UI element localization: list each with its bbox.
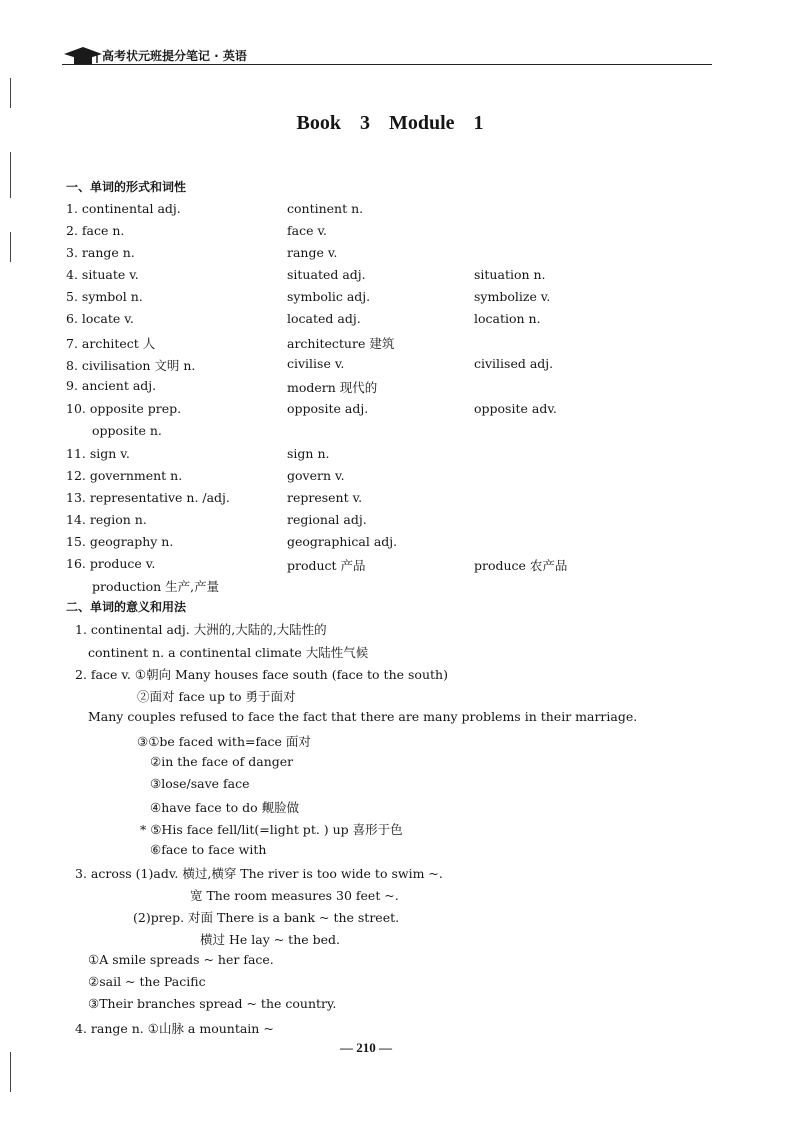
vocab-cell: situated adj. xyxy=(287,267,366,282)
vocab-cell: civilised adj. xyxy=(474,356,554,371)
header-rule xyxy=(62,64,712,65)
vocab-cell: 9. ancient adj. xyxy=(66,378,157,393)
usage-line: 3. across (1)adv. 横过,横穿 The river is too wide to swim ~. xyxy=(75,866,443,881)
vocab-cell: 4. situate v. xyxy=(66,267,139,282)
vocab-cell: 8. civilisation 文明 n. xyxy=(66,358,196,373)
usage-line: (2)prep. 对面 There is a bank ~ the street. xyxy=(133,910,400,925)
usage-line: ②面对 face up to 勇于面对 xyxy=(137,689,296,704)
usage-line: ②in the face of danger xyxy=(150,754,294,769)
vocab-cell: 7. architect 人 xyxy=(66,336,156,351)
vocab-cell: production 生产,产量 xyxy=(92,579,220,594)
usage-line: ②sail ~ the Pacific xyxy=(88,974,206,989)
vocab-cell: continent n. xyxy=(287,201,364,216)
vocab-cell: located adj. xyxy=(287,311,361,326)
vocab-cell: 16. produce v. xyxy=(66,556,156,571)
vocab-cell: range v. xyxy=(287,245,338,260)
usage-line: 2. face v. ①朝向 Many houses face south (face to the south) xyxy=(75,667,448,682)
vocab-cell: product 产品 xyxy=(287,558,366,573)
running-header xyxy=(62,40,712,70)
vocab-cell: 6. locate v. xyxy=(66,311,134,326)
vocab-cell: 5. symbol n. xyxy=(66,289,143,304)
vocab-cell: 13. representative n. /adj. xyxy=(66,490,230,505)
section-heading-word-usage: 二、单词的意义和用法 xyxy=(66,600,187,614)
vocab-cell: opposite n. xyxy=(92,423,162,438)
vocab-cell: architecture 建筑 xyxy=(287,336,395,351)
margin-mark xyxy=(10,152,11,198)
vocab-cell: 1. continental adj. xyxy=(66,201,181,216)
vocab-cell: geographical adj. xyxy=(287,534,398,549)
margin-mark xyxy=(10,78,11,108)
usage-line: Many couples refused to face the fact that there are many problems in their marriage. xyxy=(88,709,638,724)
usage-line: 宽 The room measures 30 feet ~. xyxy=(190,888,399,903)
usage-line: ①A smile spreads ~ her face. xyxy=(88,952,274,967)
vocab-cell: opposite adj. xyxy=(287,401,369,416)
page-number: — 210 — xyxy=(340,1040,392,1055)
usage-line: ③Their branches spread ~ the country. xyxy=(88,996,337,1011)
vocab-cell: 2. face n. xyxy=(66,223,125,238)
vocab-cell: civilise v. xyxy=(287,356,345,371)
graduation-cap-icon xyxy=(62,46,104,66)
margin-mark xyxy=(10,232,11,262)
usage-line: ⑥face to face with xyxy=(150,842,267,857)
vocab-cell: represent v. xyxy=(287,490,363,505)
usage-line: ③①be faced with=face 面对 xyxy=(137,734,311,749)
vocab-cell: situation n. xyxy=(474,267,546,282)
usage-line: ④have face to do 觍脸做 xyxy=(150,800,300,815)
usage-line: 横过 He lay ~ the bed. xyxy=(200,932,340,947)
usage-line: * ⑤His face fell/lit(=light pt. ) up 喜形于色 xyxy=(140,822,403,837)
vocab-cell: sign n. xyxy=(287,446,330,461)
usage-line: 1. continental adj. 大洲的,大陆的,大陆性的 xyxy=(75,622,327,637)
vocab-cell: location n. xyxy=(474,311,541,326)
section-heading-word-forms: 一、单词的形式和词性 xyxy=(66,180,187,194)
running-title: 高考状元班提分笔记 · 英语 xyxy=(102,49,247,63)
usage-line: continent n. a continental climate 大陆性气候 xyxy=(88,645,369,660)
vocab-cell: opposite adv. xyxy=(474,401,557,416)
vocab-cell: 10. opposite prep. xyxy=(66,401,182,416)
margin-mark xyxy=(10,1052,11,1092)
vocab-cell: symbolize v. xyxy=(474,289,551,304)
vocab-cell: 12. government n. xyxy=(66,468,183,483)
vocab-cell: 11. sign v. xyxy=(66,446,130,461)
vocab-cell: 3. range n. xyxy=(66,245,135,260)
vocab-cell: modern 现代的 xyxy=(287,380,378,395)
vocab-cell: 15. geography n. xyxy=(66,534,174,549)
usage-line: ③lose/save face xyxy=(150,776,250,791)
usage-line: 4. range n. ①山脉 a mountain ~ xyxy=(75,1021,274,1036)
vocab-cell: produce 农产品 xyxy=(474,558,568,573)
page-title: Book 3 Module 1 xyxy=(296,112,484,134)
vocab-cell: 14. region n. xyxy=(66,512,147,527)
vocab-cell: govern v. xyxy=(287,468,345,483)
vocab-cell: face v. xyxy=(287,223,328,238)
vocab-cell: symbolic adj. xyxy=(287,289,371,304)
vocab-cell: regional adj. xyxy=(287,512,367,527)
